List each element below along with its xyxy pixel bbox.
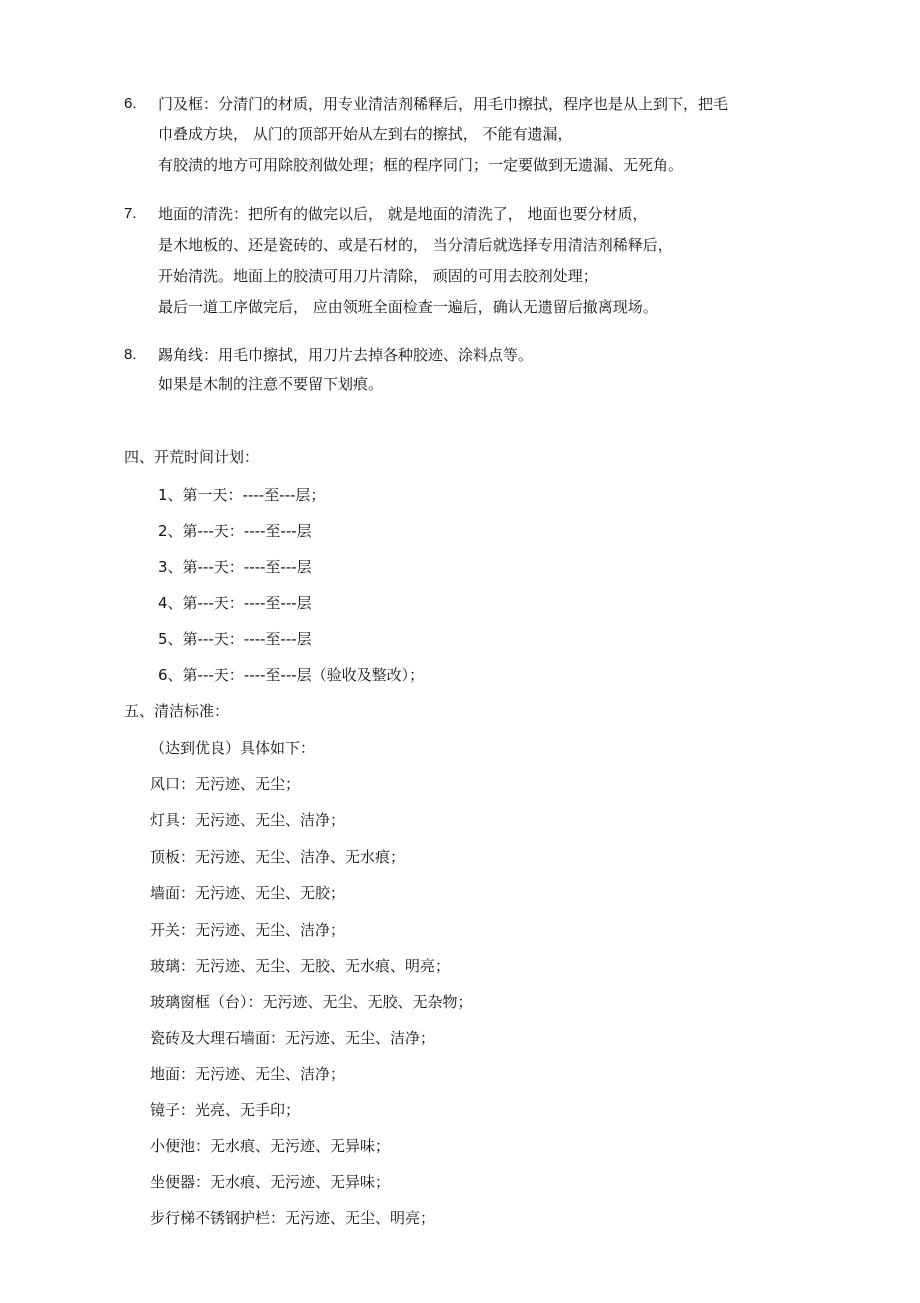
step-7-line-4: 最后一道工序做完后， 应由领班全面检查一遍后，确认无遗留后撤离现场。 — [158, 298, 658, 316]
list-item: 瓷砖及大理石墙面：无污迹、无尘、洁净； — [150, 1029, 436, 1047]
list-item: 玻璃窗框（台）：无污迹、无尘、无胶、无杂物； — [150, 993, 473, 1011]
list-item: 顶板：无污迹、无尘、洁净、无水痕； — [150, 848, 406, 866]
list-item: 玻璃：无污迹、无尘、无胶、无水痕、明亮； — [150, 957, 451, 975]
list-item: 3、第---天：----至---层 — [158, 558, 312, 576]
section-5-intro: （达到优良）具体如下： — [150, 739, 316, 757]
list-item: 开关：无污迹、无尘、洁净； — [150, 921, 346, 939]
list-item: 地面：无污迹、无尘、洁净； — [150, 1065, 346, 1083]
list-item: 6、第---天：----至---层（验收及整改）； — [158, 666, 425, 684]
list-item: 5、第---天：----至---层 — [158, 630, 312, 648]
section-5-heading: 五、清洁标准： — [124, 702, 230, 720]
step-7-number: 7. — [124, 205, 137, 222]
list-item: 步行梯不锈钢护栏：无污迹、无尘、明亮； — [150, 1209, 436, 1227]
list-item: 镜子：光亮、无手印； — [150, 1101, 301, 1119]
step-6-line-3: 有胶渍的地方可用除胶剂做处理；框的程序同门；一定要做到无遗漏、无死角。 — [158, 156, 684, 174]
list-item: 2、第---天：----至---层 — [158, 522, 312, 540]
step-7-line-1: 地面的清洗：把所有的做完以后， 就是地面的清洗了， 地面也要分材质， — [158, 205, 648, 223]
section-4-heading: 四、开荒时间计划： — [124, 448, 260, 466]
step-6-line-1: 门及框：分清门的材质，用专业清洁剂稀释后，用毛巾擦拭，程序也是从上到下，把毛 — [158, 95, 729, 113]
step-7-line-2: 是木地板的、还是瓷砖的、或是石材的， 当分清后就选择专用清洁剂稀释后， — [158, 236, 673, 254]
step-8-line-1: 踢角线：用毛巾擦拭，用刀片去掉各种胶迹、涂料点等。 — [158, 346, 534, 364]
step-6-number: 6. — [124, 95, 137, 112]
list-item: 风口：无污迹、无尘； — [150, 775, 301, 793]
step-8-line-2: 如果是木制的注意不要留下划痕。 — [158, 375, 384, 393]
list-item: 1、第一天：----至---层； — [158, 486, 326, 504]
list-item: 4、第---天：----至---层 — [158, 594, 312, 612]
list-item: 灯具：无污迹、无尘、洁净； — [150, 811, 346, 829]
step-7-line-3: 开始清洗。地面上的胶渍可用刀片清除， 顽固的可用去胶剂处理； — [158, 267, 598, 285]
list-item: 坐便器：无水痕、无污迹、无异味； — [150, 1173, 391, 1191]
list-item: 小便池：无水痕、无污迹、无异味； — [150, 1137, 391, 1155]
list-item: 墙面：无污迹、无尘、无胶； — [150, 884, 346, 902]
step-6-line-2: 巾叠成方块， 从门的顶部开始从左到右的擦拭， 不能有遗漏， — [158, 125, 573, 143]
step-8-number: 8. — [124, 346, 137, 363]
